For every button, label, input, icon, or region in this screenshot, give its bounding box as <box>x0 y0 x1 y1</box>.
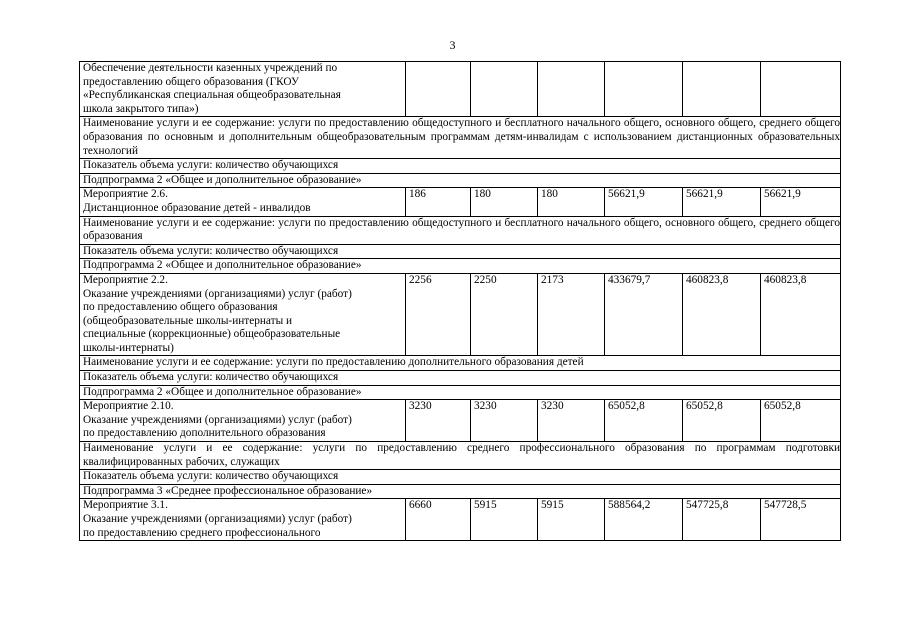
measure-row <box>80 499 841 541</box>
measure-label-line: Мероприятие 2.6. <box>83 188 168 201</box>
page-number: 3 <box>449 38 456 52</box>
measure-label-line: по предоставлению общего образования <box>83 301 278 314</box>
value-cell: 56621,9 <box>683 188 761 216</box>
value-cell: 65052,8 <box>761 400 841 442</box>
value-cell: 186 <box>406 188 471 216</box>
section-text: Наименование услуги и ее содержание: услуги по предоставлению дополнительного образования детей <box>80 356 841 371</box>
measure-label-cell <box>80 499 406 541</box>
section-text: Подпрограмма 2 «Общее и дополнительное образование» <box>80 173 841 188</box>
measure-label-cell <box>80 400 406 442</box>
section-row <box>80 385 841 400</box>
section-text: Подпрограмма 3 «Среднее профессиональное образование» <box>80 484 841 499</box>
value-cell <box>761 62 841 117</box>
table-row <box>80 62 841 117</box>
section-text: Подпрограмма 2 «Общее и дополнительное образование» <box>80 385 841 400</box>
section-text: Показатель объема услуги: количество обучающихся <box>80 159 841 174</box>
section-row <box>80 442 841 470</box>
measure-label-line: Мероприятие 2.10. <box>83 400 174 413</box>
section-row <box>80 356 841 371</box>
value-cell: 460823,8 <box>683 273 761 356</box>
measure-label-line: Обеспечение деятельности казенных учреждений по <box>83 62 338 74</box>
section-text: Наименование услуги и ее содержание: услуги по предоставлению среднего профессионального образования по программам подготовки квалифицированных рабочих, служащих <box>80 442 841 470</box>
measure-label-line: школа закрытого типа») <box>83 102 199 115</box>
measure-label-line: по предоставлению дополнительного образования <box>83 427 326 440</box>
value-cell: 2250 <box>471 273 538 356</box>
section-text: Показатель объема услуги: количество обучающихся <box>80 371 841 386</box>
value-cell <box>471 62 538 117</box>
value-cell: 547728,5 <box>761 499 841 541</box>
measure-label-cell <box>80 273 406 356</box>
section-row <box>80 244 841 259</box>
section-text: Показатель объема услуги: количество обучающихся <box>80 470 841 485</box>
section-row <box>80 216 841 244</box>
measure-label-line: Оказание учреждениями (организациями) услуг (работ) <box>83 413 352 426</box>
value-cell: 56621,9 <box>761 188 841 216</box>
section-text: Наименование услуги и ее содержание: услуги по предоставлению общедоступного и бесплатного начального общего, основного общего, среднего общего образования по основным и дополнительным общеобразовательным программам детям-инвалидам с использованием дистанционных образовательных технологий <box>80 117 841 159</box>
value-cell: 588564,2 <box>605 499 683 541</box>
value-cell: 460823,8 <box>761 273 841 356</box>
section-row <box>80 117 841 159</box>
value-cell: 6660 <box>406 499 471 541</box>
measure-label-line: Мероприятие 2.2. <box>83 273 168 286</box>
value-cell <box>538 62 605 117</box>
measure-label-line: школы-интернаты) <box>83 341 174 354</box>
measure-row <box>80 273 841 356</box>
value-cell: 3230 <box>538 400 605 442</box>
section-row <box>80 159 841 174</box>
value-cell <box>683 62 761 117</box>
measure-label-line: «Республиканская специальная общеобразовательная <box>83 89 341 102</box>
measure-label-cell <box>80 62 406 117</box>
section-text: Наименование услуги и ее содержание: услуги по предоставлению общедоступного и бесплатного начального общего, основного общего, среднего общего образования <box>80 216 841 244</box>
value-cell: 5915 <box>471 499 538 541</box>
value-cell: 5915 <box>538 499 605 541</box>
value-cell: 2256 <box>406 273 471 356</box>
measure-row <box>80 400 841 442</box>
measure-label-line: (общеобразовательные школы-интернаты и <box>83 314 293 327</box>
section-row <box>80 484 841 499</box>
measure-label-line: по предоставлению среднего профессионального <box>83 526 321 539</box>
measure-label-line: специальные (коррекционные) общеобразовательные <box>83 328 341 341</box>
measure-label-line: Дистанционное образование детей - инвалидов <box>83 201 311 214</box>
value-cell: 180 <box>471 188 538 216</box>
section-row <box>80 173 841 188</box>
measure-label-line: Оказание учреждениями (организациями) услуг (работ) <box>83 513 352 525</box>
value-cell: 56621,9 <box>605 188 683 216</box>
measure-label-cell <box>80 188 406 216</box>
value-cell: 547725,8 <box>683 499 761 541</box>
budget-table <box>79 61 841 541</box>
measure-label-line: Оказание учреждениями (организациями) услуг (работ) <box>83 287 352 300</box>
value-cell: 433679,7 <box>605 273 683 356</box>
measure-label-line: Мероприятие 3.1. <box>83 499 168 512</box>
value-cell: 65052,8 <box>605 400 683 442</box>
value-cell <box>605 62 683 117</box>
value-cell <box>406 62 471 117</box>
value-cell: 2173 <box>538 273 605 356</box>
section-row <box>80 470 841 485</box>
section-row <box>80 259 841 274</box>
measure-row <box>80 188 841 216</box>
section-text: Показатель объема услуги: количество обучающихся <box>80 244 841 259</box>
measure-label-line: предоставлению общего образования (ГКОУ <box>83 75 299 88</box>
value-cell: 65052,8 <box>683 400 761 442</box>
value-cell: 3230 <box>406 400 471 442</box>
value-cell: 180 <box>538 188 605 216</box>
value-cell: 3230 <box>471 400 538 442</box>
section-row <box>80 371 841 386</box>
section-text: Подпрограмма 2 «Общее и дополнительное образование» <box>80 259 841 274</box>
